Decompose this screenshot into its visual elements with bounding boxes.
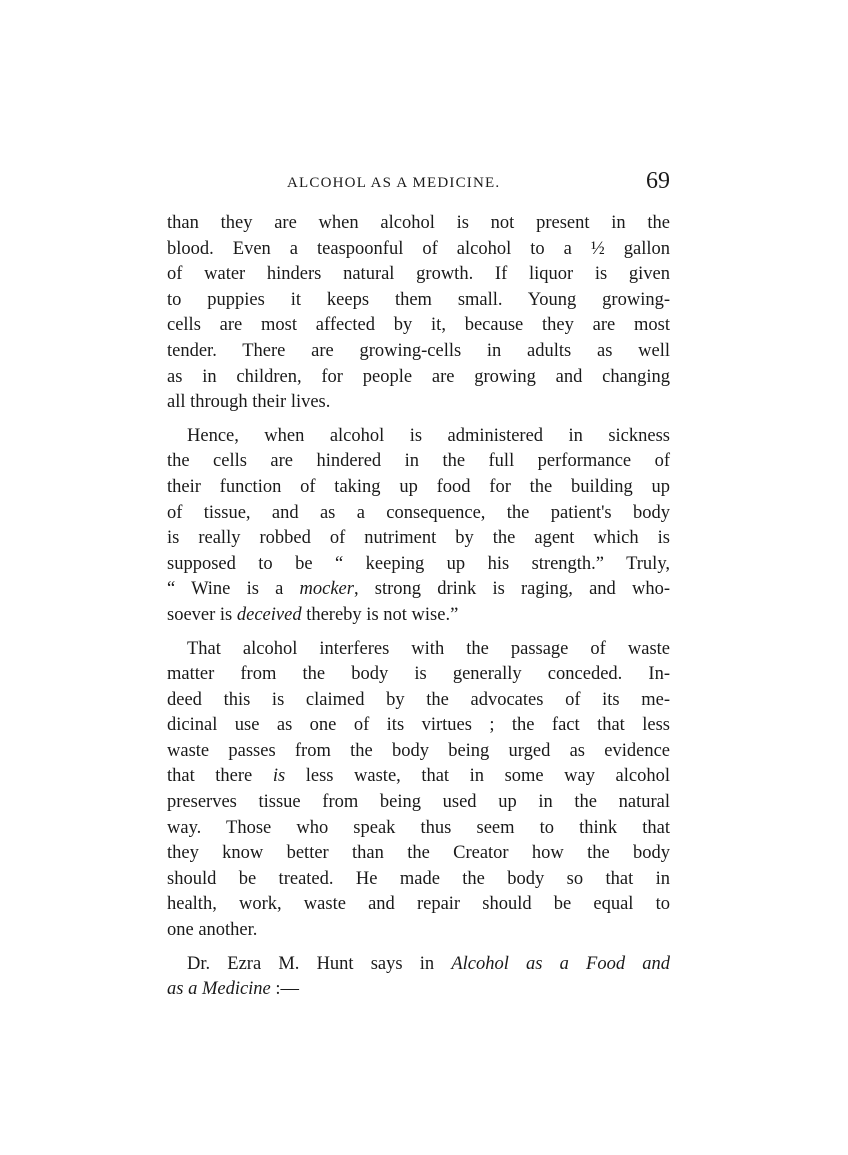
text-run: thereby is not wise.” [301,604,459,625]
text-run: less waste, that in some way alcohol [285,766,671,787]
text-run: “ Wine is a [167,579,300,600]
text-line: deed this is claimed by the advocates of its me- [167,689,670,710]
paragraph-1 [167,211,670,416]
text-line [167,603,670,629]
text-line: Hence, when alcohol is administered in sickness [187,425,670,446]
text-line: is really robbed of nutriment by the agent which is [167,528,670,549]
paragraph-3 [167,637,670,944]
italic-title: Alcohol as a Food and [451,953,670,974]
text-line: dicinal use as one of its virtues ; the fact that less [167,715,670,736]
text-line: their function of taking up food for the building up [167,476,670,497]
text-line: the cells are hindered in the full performance of [167,451,670,472]
paragraph-4 [167,952,670,1003]
text-line: tender. There are growing-cells in adults as well [167,340,670,361]
italic-word: deceived [236,604,302,625]
running-title: ALCOHOL AS A MEDICINE. [287,175,501,191]
text-line [167,977,670,1003]
italic-title: as a Medicine [167,979,271,1000]
text-run: Dr. Ezra M. Hunt says in [187,953,452,974]
text-run: that there [167,766,273,787]
text-line: health, work, waste and repair should be equal to [167,894,670,915]
text-line: to puppies it keeps them small. Young growing- [167,289,670,310]
text-line: all through their lives. [167,392,331,413]
text-line [167,764,670,790]
paragraph-2 [167,424,670,629]
text-line: of tissue, and as a consequence, the patient's body [167,502,670,523]
text-line: as in children, for people are growing and changing [167,366,670,387]
text-line: blood. Even a teaspoonful of alcohol to a ½ gallon [167,238,670,259]
running-head [167,170,670,200]
text-line: cells are most affected by it, because they are most [167,315,670,336]
text-run: , strong drink is raging, and who- [353,579,670,600]
page-number: 69 [646,168,670,194]
text-line [167,952,670,978]
text-line: should be treated. He made the body so that in [167,868,670,889]
text-line: supposed to be “ keeping up his strength.” Truly, [167,553,670,574]
text-line [167,577,670,603]
text-run: :— [270,979,300,1000]
text-line: waste passes from the body being urged as evidence [167,740,670,761]
text-run: soever is [167,604,237,625]
text-line: preserves tissue from being used up in the natural [167,792,670,813]
text-line: of water hinders natural growth. If liquor is given [167,264,670,285]
text-line: matter from the body is generally conceded. In- [167,664,670,685]
text-line: one another. [167,920,258,941]
body-text [167,211,670,1003]
text-line: than they are when alcohol is not present in the [167,213,670,233]
italic-word: mocker [299,579,354,600]
text-line: way. Those who speak thus seem to think that [167,817,670,838]
text-line: That alcohol interferes with the passage of waste [187,638,670,659]
text-line: they know better than the Creator how the body [167,843,670,864]
italic-word: is [272,766,286,787]
